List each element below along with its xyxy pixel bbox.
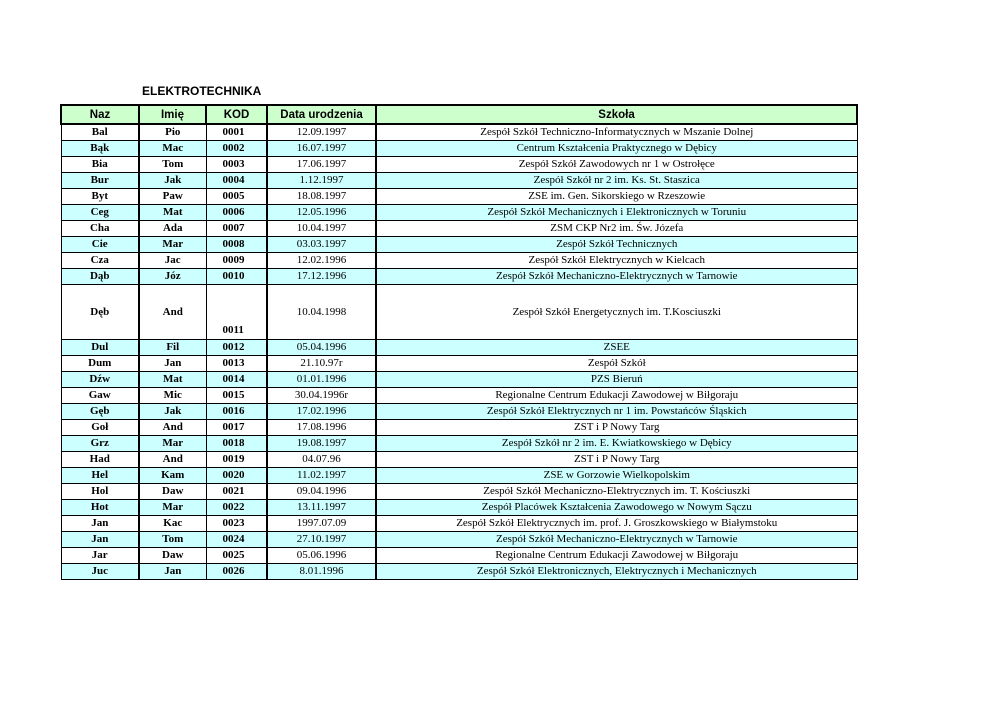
- table-row: [61, 205, 857, 221]
- cell-imie[interactable]: And: [139, 420, 206, 436]
- cell-kod[interactable]: 0022: [206, 500, 267, 516]
- students-table: [60, 104, 858, 580]
- cell-szkola[interactable]: Zespół Szkół Elektronicznych, Elektrycznych i Mechanicznych: [376, 564, 857, 580]
- cell-naz[interactable]: Ceg: [61, 205, 139, 221]
- cell-szkola[interactable]: Zespół Szkół Energetycznych im. T.Kosciuszki: [376, 285, 857, 340]
- table-row: [61, 340, 857, 356]
- cell-kod[interactable]: 0013: [206, 356, 267, 372]
- cell-imie[interactable]: Jak: [139, 404, 206, 420]
- table-row: [61, 452, 857, 468]
- cell-szkola[interactable]: Zespół Szkół Mechaniczno-Elektrycznych w Tarnowie: [376, 532, 857, 548]
- cell-kod[interactable]: 0019: [206, 452, 267, 468]
- cell-szkola[interactable]: ZSEE: [376, 340, 857, 356]
- cell-szkola[interactable]: Regionalne Centrum Edukacji Zawodowej w Biłgoraju: [376, 548, 857, 564]
- table-row: [61, 253, 857, 269]
- cell-szkola[interactable]: ZST i P Nowy Targ: [376, 452, 857, 468]
- table-row: [61, 564, 857, 580]
- cell-data-urodzenia[interactable]: 17.06.1997: [267, 157, 376, 173]
- cell-imie[interactable]: Tom: [139, 532, 206, 548]
- cell-szkola[interactable]: Zespół Szkół Elektrycznych w Kielcach: [376, 253, 857, 269]
- cell-szkola[interactable]: ZST i P Nowy Targ: [376, 420, 857, 436]
- cell-data-urodzenia[interactable]: 16.07.1997: [267, 141, 376, 157]
- cell-kod[interactable]: 0010: [206, 269, 267, 285]
- cell-naz[interactable]: Dum: [61, 356, 139, 372]
- header-kod[interactable]: KOD: [206, 105, 267, 124]
- cell-naz[interactable]: Cha: [61, 221, 139, 237]
- cell-imie[interactable]: Paw: [139, 189, 206, 205]
- table-row: [61, 285, 857, 340]
- cell-kod[interactable]: 0015: [206, 388, 267, 404]
- cell-naz[interactable]: Jar: [61, 548, 139, 564]
- cell-imie[interactable]: Kac: [139, 516, 206, 532]
- cell-kod[interactable]: 0025: [206, 548, 267, 564]
- cell-naz[interactable]: Had: [61, 452, 139, 468]
- cell-data-urodzenia[interactable]: 8.01.1996: [267, 564, 376, 580]
- cell-szkola[interactable]: Zespół Szkół Mechanicznych i Elektronicznych w Toruniu: [376, 205, 857, 221]
- cell-kod[interactable]: 0017: [206, 420, 267, 436]
- cell-data-urodzenia[interactable]: 17.08.1996: [267, 420, 376, 436]
- cell-szkola[interactable]: PZS Bieruń: [376, 372, 857, 388]
- cell-kod[interactable]: 0012: [206, 340, 267, 356]
- table-row: [61, 436, 857, 452]
- table-row: [61, 221, 857, 237]
- table-row: [61, 420, 857, 436]
- cell-naz[interactable]: Cie: [61, 237, 139, 253]
- table-row: [61, 500, 857, 516]
- cell-imie[interactable]: Mar: [139, 436, 206, 452]
- cell-szkola[interactable]: Zespół Szkół: [376, 356, 857, 372]
- table-row: [61, 516, 857, 532]
- cell-kod[interactable]: 0006: [206, 205, 267, 221]
- table-row: [61, 237, 857, 253]
- cell-imie[interactable]: Daw: [139, 484, 206, 500]
- cell-imie[interactable]: Mar: [139, 500, 206, 516]
- cell-data-urodzenia[interactable]: 17.02.1996: [267, 404, 376, 420]
- cell-imie[interactable]: Jan: [139, 356, 206, 372]
- cell-imie[interactable]: Jak: [139, 173, 206, 189]
- cell-naz[interactable]: Dęb: [61, 285, 139, 340]
- cell-imie[interactable]: Ada: [139, 221, 206, 237]
- header-szkola[interactable]: Szkoła: [376, 105, 857, 124]
- table-row: [61, 124, 857, 141]
- cell-imie[interactable]: And: [139, 452, 206, 468]
- cell-data-urodzenia[interactable]: 1.12.1997: [267, 173, 376, 189]
- cell-szkola[interactable]: Zespół Szkół Zawodowych nr 1 w Ostrołęce: [376, 157, 857, 173]
- cell-naz[interactable]: Byt: [61, 189, 139, 205]
- cell-naz[interactable]: Goł: [61, 420, 139, 436]
- cell-data-urodzenia[interactable]: 05.06.1996: [267, 548, 376, 564]
- cell-imie[interactable]: Mar: [139, 237, 206, 253]
- cell-data-urodzenia[interactable]: 1997.07.09: [267, 516, 376, 532]
- table-row: [61, 189, 857, 205]
- header-naz[interactable]: Naz: [61, 105, 139, 124]
- cell-data-urodzenia[interactable]: 13.11.1997: [267, 500, 376, 516]
- header-imie[interactable]: Imię: [139, 105, 206, 124]
- cell-kod[interactable]: 0005: [206, 189, 267, 205]
- cell-kod[interactable]: 0020: [206, 468, 267, 484]
- cell-kod[interactable]: 0016: [206, 404, 267, 420]
- cell-data-urodzenia[interactable]: 12.02.1996: [267, 253, 376, 269]
- table-row: [61, 173, 857, 189]
- cell-data-urodzenia[interactable]: 09.04.1996: [267, 484, 376, 500]
- cell-naz[interactable]: Dąb: [61, 269, 139, 285]
- cell-kod[interactable]: 0023: [206, 516, 267, 532]
- cell-data-urodzenia[interactable]: 21.10.97r: [267, 356, 376, 372]
- cell-data-urodzenia[interactable]: 12.05.1996: [267, 205, 376, 221]
- cell-szkola[interactable]: ZSE w Gorzowie Wielkopolskim: [376, 468, 857, 484]
- cell-kod[interactable]: 0014: [206, 372, 267, 388]
- cell-naz[interactable]: Juc: [61, 564, 139, 580]
- cell-naz[interactable]: Jan: [61, 532, 139, 548]
- cell-naz[interactable]: Dul: [61, 340, 139, 356]
- table-row: [61, 269, 857, 285]
- cell-szkola[interactable]: Zespół Szkół nr 2 im. Ks. St. Staszica: [376, 173, 857, 189]
- cell-data-urodzenia[interactable]: 27.10.1997: [267, 532, 376, 548]
- cell-szkola[interactable]: Zespół Szkół Elektrycznych im. prof. J. Groszkowskiego w Białymstoku: [376, 516, 857, 532]
- cell-naz[interactable]: Bąk: [61, 141, 139, 157]
- cell-imie[interactable]: Daw: [139, 548, 206, 564]
- cell-data-urodzenia[interactable]: 11.02.1997: [267, 468, 376, 484]
- table-row: [61, 404, 857, 420]
- cell-kod[interactable]: 0002: [206, 141, 267, 157]
- table-row: [61, 388, 857, 404]
- cell-szkola[interactable]: Zespół Szkół Mechaniczno-Elektrycznych w Tarnowie: [376, 269, 857, 285]
- cell-imie[interactable]: Pio: [139, 124, 206, 141]
- cell-kod[interactable]: 0008: [206, 237, 267, 253]
- cell-szkola[interactable]: Regionalne Centrum Edukacji Zawodowej w Biłgoraju: [376, 388, 857, 404]
- cell-kod[interactable]: 0024: [206, 532, 267, 548]
- cell-naz[interactable]: Bia: [61, 157, 139, 173]
- cell-kod[interactable]: 0018: [206, 436, 267, 452]
- cell-kod[interactable]: 0007: [206, 221, 267, 237]
- cell-imie[interactable]: Mic: [139, 388, 206, 404]
- cell-imie[interactable]: Fil: [139, 340, 206, 356]
- cell-data-urodzenia[interactable]: 01.01.1996: [267, 372, 376, 388]
- cell-naz[interactable]: Jan: [61, 516, 139, 532]
- table-row: [61, 484, 857, 500]
- cell-data-urodzenia[interactable]: 17.12.1996: [267, 269, 376, 285]
- cell-szkola[interactable]: Zespół Szkół Technicznych: [376, 237, 857, 253]
- cell-naz[interactable]: Cza: [61, 253, 139, 269]
- sheet-title: ELEKTROTECHNIKA: [142, 84, 262, 98]
- cell-szkola[interactable]: Zespół Szkół Elektrycznych nr 1 im. Powstańców Śląskich: [376, 404, 857, 420]
- cell-naz[interactable]: Hot: [61, 500, 139, 516]
- cell-imie[interactable]: Tom: [139, 157, 206, 173]
- cell-kod[interactable]: 0003: [206, 157, 267, 173]
- table-row: [61, 468, 857, 484]
- cell-data-urodzenia[interactable]: 10.04.1998: [267, 285, 376, 340]
- table-row: [61, 532, 857, 548]
- cell-szkola[interactable]: ZSE im. Gen. Sikorskiego w Rzeszowie: [376, 189, 857, 205]
- cell-imie[interactable]: Jac: [139, 253, 206, 269]
- cell-naz[interactable]: Gaw: [61, 388, 139, 404]
- cell-data-urodzenia[interactable]: 19.08.1997: [267, 436, 376, 452]
- table-row: [61, 372, 857, 388]
- cell-imie[interactable]: Józ: [139, 269, 206, 285]
- header-data-urodzenia[interactable]: Data urodzenia: [267, 105, 376, 124]
- cell-naz[interactable]: Hel: [61, 468, 139, 484]
- cell-data-urodzenia[interactable]: 10.04.1997: [267, 221, 376, 237]
- table-row: [61, 356, 857, 372]
- table-row: [61, 157, 857, 173]
- cell-naz[interactable]: Bur: [61, 173, 139, 189]
- cell-szkola[interactable]: Zespół Szkół nr 2 im. E. Kwiatkowskiego w Dębicy: [376, 436, 857, 452]
- cell-szkola[interactable]: ZSM CKP Nr2 im. Św. Józefa: [376, 221, 857, 237]
- cell-data-urodzenia[interactable]: 05.04.1996: [267, 340, 376, 356]
- cell-kod[interactable]: 0021: [206, 484, 267, 500]
- cell-naz[interactable]: Gęb: [61, 404, 139, 420]
- cell-naz[interactable]: Bal: [61, 124, 139, 141]
- cell-data-urodzenia[interactable]: 03.03.1997: [267, 237, 376, 253]
- cell-naz[interactable]: Grz: [61, 436, 139, 452]
- cell-data-urodzenia[interactable]: 18.08.1997: [267, 189, 376, 205]
- cell-data-urodzenia[interactable]: 30.04.1996r: [267, 388, 376, 404]
- cell-kod[interactable]: 0001: [206, 124, 267, 141]
- cell-kod[interactable]: 0026: [206, 564, 267, 580]
- cell-imie[interactable]: Jan: [139, 564, 206, 580]
- cell-szkola[interactable]: Zespół Szkół Techniczno-Informatycznych w Mszanie Dolnej: [376, 124, 857, 141]
- cell-szkola[interactable]: Zespół Szkół Mechaniczno-Elektrycznych im. T. Kościuszki: [376, 484, 857, 500]
- cell-data-urodzenia[interactable]: 12.09.1997: [267, 124, 376, 141]
- cell-imie[interactable]: And: [139, 285, 206, 340]
- cell-naz[interactable]: Hol: [61, 484, 139, 500]
- table-row: [61, 141, 857, 157]
- cell-kod[interactable]: 0011: [206, 285, 267, 340]
- cell-naz[interactable]: Dźw: [61, 372, 139, 388]
- cell-data-urodzenia[interactable]: 04.07.96: [267, 452, 376, 468]
- cell-kod[interactable]: 0009: [206, 253, 267, 269]
- cell-szkola[interactable]: Centrum Kształcenia Praktycznego w Dębicy: [376, 141, 857, 157]
- header-row: [61, 105, 857, 124]
- cell-imie[interactable]: Mac: [139, 141, 206, 157]
- cell-kod[interactable]: 0004: [206, 173, 267, 189]
- cell-imie[interactable]: Mat: [139, 372, 206, 388]
- cell-imie[interactable]: Mat: [139, 205, 206, 221]
- table-row: [61, 548, 857, 564]
- cell-szkola[interactable]: Zespół Placówek Kształcenia Zawodowego w Nowym Sączu: [376, 500, 857, 516]
- cell-imie[interactable]: Kam: [139, 468, 206, 484]
